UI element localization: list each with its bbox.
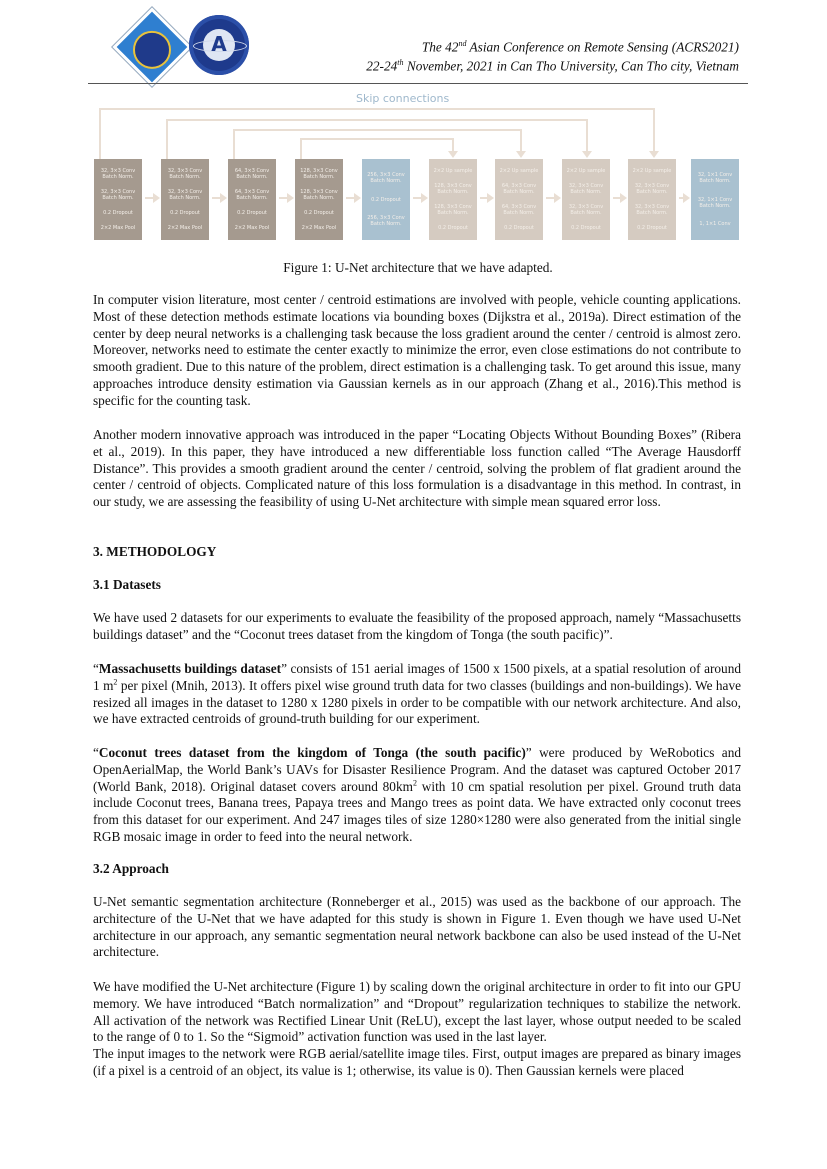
skip-connections-label: Skip connections (356, 92, 450, 105)
skip-connection-3-down (520, 129, 522, 152)
encoder-block-2: 32, 3×3 Conv Batch Norm. 32, 3×3 Conv Batch Norm. 0.2 Dropout 2×2 Max Pool (161, 159, 209, 240)
skip-connection-3 (233, 129, 522, 131)
arrow-down-icon (649, 151, 659, 158)
arrow-right-icon (413, 197, 425, 199)
aars-logo: A (189, 15, 249, 75)
conference-header (366, 36, 739, 75)
skip-connection-2-down (586, 119, 588, 152)
section-heading-methodology: 3. METHODOLOGY (93, 544, 217, 559)
arrow-right-icon (346, 197, 358, 199)
decoder-block-3: 2×2 Up sample 32, 3×3 Conv Batch Norm. 32, 3×3 Conv Batch Norm. 0.2 Dropout (562, 159, 610, 240)
figure-caption: Figure 1: U-Net architecture that we have adapted. (283, 260, 553, 275)
skip-connection-2 (166, 119, 588, 121)
can-tho-university-logo (112, 7, 191, 86)
arrow-down-icon (516, 151, 526, 158)
encoder-block-3: 64, 3×3 Conv Batch Norm. 64, 3×3 Conv Batch Norm. 0.2 Dropout 2×2 Max Pool (228, 159, 276, 240)
decoder-block-4: 2×2 Up sample 32, 3×3 Conv Batch Norm. 32, 3×3 Conv Batch Norm. 0.2 Dropout (628, 159, 676, 240)
skip-connection-1-down (653, 108, 655, 152)
encoder-block-1: 32, 3×3 Conv Batch Norm. 32, 3×3 Conv Batch Norm. 0.2 Dropout 2×2 Max Pool (94, 159, 142, 240)
paragraph-coconut-trees: “Coconut trees dataset from the kingdom of Tonga (the south pacific)” were produced by WeRobotics and OpenAerialMap, the World Bank’s UAVs for Disaster Resilience Program. And the dataset was captured October 2017 (World Bank, 2018). Original dataset covers around $80km^2$ with 10 cm spatial resolution per pixel. Ground truth data include Coconut trees, Banana trees, Papaya trees and Mango trees as point data. We have extracted only coconut trees from this dataset for our experiment. And 247 images tiles of size 1280×1280 were also generated from the initial single RGB mosaic image in order to feed into the neural network. (93, 745, 741, 844)
decoder-block-1: 2×2 Up sample 128, 3×3 Conv Batch Norm. 128, 3×3 Conv Batch Norm. 0.2 Dropout (429, 159, 477, 240)
unet-diagram (88, 88, 748, 248)
decoder-block-2: 2×2 Up sample 64, 3×3 Conv Batch Norm. 64, 3×3 Conv Batch Norm. 0.2 Dropout (495, 159, 543, 240)
paragraph-intro: In computer vision literature, most center / centroid estimations are involved with people, vehicle counting applications. Most of these detection methods estimate locations via bounding boxes (Dijkstra et al., 2019a). Direct estimation of the center by deep neural networks is a challenging task because the loss gradient around the center / centroid is almost zero. Moreover, networks need to estimate the center exactly to minimize the error, even close estimations do not contribute to smooth gradient. Due to this nature of the problem, direct estimation is a challenging task. To get around this issue, many approaches introduce density estimation via Gaussian kernels as in our approach (Zhang et al., 2016).This method is specific for the counting task. (93, 292, 741, 408)
output-block: 32, 1×1 Conv Batch Norm. 32, 1×1 Conv Batch Norm. 1, 1×1 Conv (691, 159, 739, 240)
skip-connection-4-down (452, 138, 454, 152)
arrow-right-icon (679, 197, 687, 199)
section-heading-approach: 3.2 Approach (93, 861, 169, 876)
paragraph-modifications: We have modified the U-Net architecture (Figure 1) by scaling down the original architecture in order to fit into our GPU memory. We have introduced “Batch normalization” and “Dropout” regularization techniques to stabilize the network. All activation of the network was Rectified Linear Unit (ReLU), except the last layer, whose output needed to be scaled to the range of 0 to 1. So the “Sigmoid” activation function was used in the last layer. (93, 979, 741, 1045)
section-heading-datasets: 3.1 Datasets (93, 577, 161, 592)
conference-date: 22-24th November, 2021 in Can Tho University, Can Tho city, Vietnam (366, 58, 739, 74)
paragraph-input-images: The input images to the network were RGB aerial/satellite image tiles. First, output images are prepared as binary images (if a pixel is a centroid of an object, its value is 1; otherwise, its value is 0). Then Gaussian kernels were placed (93, 1046, 741, 1078)
bottleneck-block: 256, 3×3 Conv Batch Norm. 0.2 Dropout 256, 3×3 Conv Batch Norm. (362, 159, 410, 240)
skip-connection-4-up (300, 138, 302, 159)
arrow-right-icon (145, 197, 157, 199)
paragraph-related-work: Another modern innovative approach was introduced in the paper “Locating Objects Without Bounding Boxes” (Ribera et al., 2019). In this paper, they have introduced a new differentiable loss function called “The Average Hausdorff Distance”. This provides a smooth gradient around the center / centroid, solving the problem of flat gradient around the center / centroid of objects. Complicated nature of this loss formulation is a disadvantage in this method. In contrast, in our study, we are assessing the feasibility of using U-Net architecture with simple mean squared error loss. (93, 427, 741, 510)
arrow-down-icon (448, 151, 458, 158)
skip-connection-2-up (166, 119, 168, 159)
arrow-right-icon (212, 197, 224, 199)
arrow-right-icon (279, 197, 291, 199)
skip-connection-1 (99, 108, 655, 110)
arrow-right-icon (480, 197, 491, 199)
skip-connection-4 (300, 138, 454, 140)
paragraph-datasets-overview: We have used 2 datasets for our experiments to evaluate the feasibility of the proposed approach, namely “Massachusetts buildings dataset” and the “Coconut trees dataset from the kingdom of Tonga (the south pacific)”. (93, 610, 741, 642)
header-rule (88, 83, 748, 84)
paragraph-approach: U-Net semantic segmentation architecture (Ronneberger et al., 2015) was used as the backbone of our approach. The architecture of the U-Net that we have adapted for this study is shown in Figure 1. Even though we have used U-Net architecture in our approach, any semantic segmentation neural network backbone can also be used instead of the U-Net architecture. (93, 894, 741, 960)
paragraph-massachusetts: “Massachusetts buildings dataset” consists of 151 aerial images of 1500 x 1500 pixels, at a spatial resolution of around 1 $m^2$ per pixel (Mnih, 2013). It offers pixel wise ground truth data for two classes (buildings and non-buildings). We have resized all images in the dataset to 1280 x 1280 pixels in order to be compatible with our network architecture. And also, we have extracted centroids of ground-truth building for our experiment. (93, 661, 741, 727)
arrow-right-icon (546, 197, 558, 199)
encoder-block-4: 128, 3×3 Conv Batch Norm. 128, 3×3 Conv Batch Norm. 0.2 Dropout 2×2 Max Pool (295, 159, 343, 240)
skip-connection-3-up (233, 129, 235, 159)
conference-title: The 42nd Asian Conference on Remote Sensing (ACRS2021) (421, 39, 739, 55)
arrow-down-icon (582, 151, 592, 158)
skip-connection-1-up (99, 108, 101, 159)
arrow-right-icon (613, 197, 624, 199)
